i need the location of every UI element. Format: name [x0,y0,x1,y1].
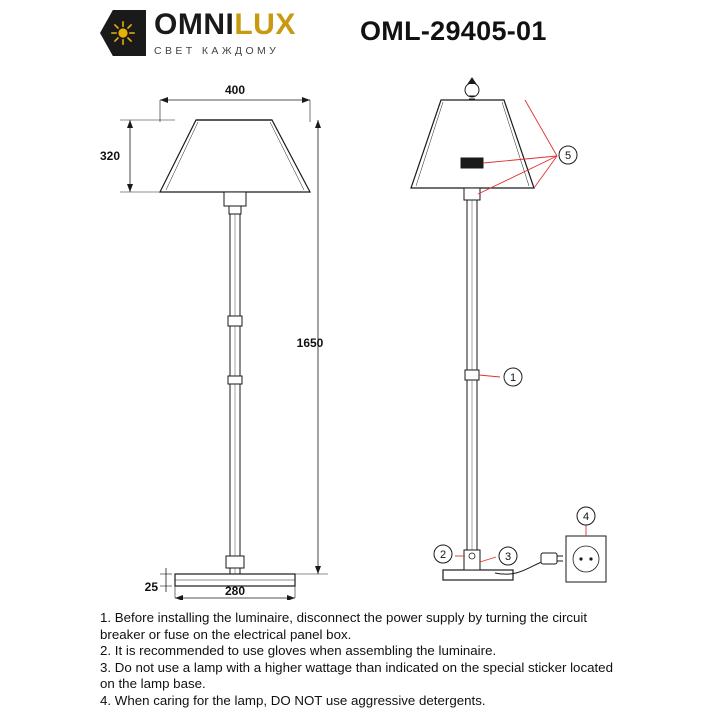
instruction-item-1: 1. Before installing the luminaire, disconnect the power supply by turning the circuit breaker or fuse on the electrical panel box. [100,610,588,642]
instruction-item-2: 2. It is recommended to use gloves when assembling the luminaire. [100,643,497,659]
instructions-block [100,610,620,710]
callout-1: 1 [509,372,517,384]
brand-name-first: OMNI [154,8,235,41]
callout-3: 3 [504,551,512,563]
instruction-item-4: 4. When caring for the lamp, DO NOT use aggressive detergents. [100,692,486,708]
technical-drawing [0,70,720,600]
brand-name-second: LUX [234,8,296,41]
dim-total-height: 1650 [296,336,324,350]
callout-bubbles [434,146,595,565]
brand-tagline: СВЕТ КАЖДОМУ [154,45,280,57]
callout-2: 2 [439,549,447,561]
dim-base-width: 280 [224,584,246,598]
page-header [0,0,720,72]
brand-wordmark [154,10,296,57]
callout-4: 4 [582,511,590,523]
brand-logo [100,10,296,57]
callout-5: 5 [564,150,572,162]
sun-burst-icon [100,10,146,56]
instruction-item-3: 3. Do not use a lamp with a higher wattage than indicated on the special sticker located on the lamp base. [100,659,613,692]
dim-base-height: 25 [144,580,158,594]
model-code: OML-29405-01 [360,16,547,46]
dim-shade-width: 400 [224,83,246,97]
dim-shade-height: 320 [99,149,120,163]
